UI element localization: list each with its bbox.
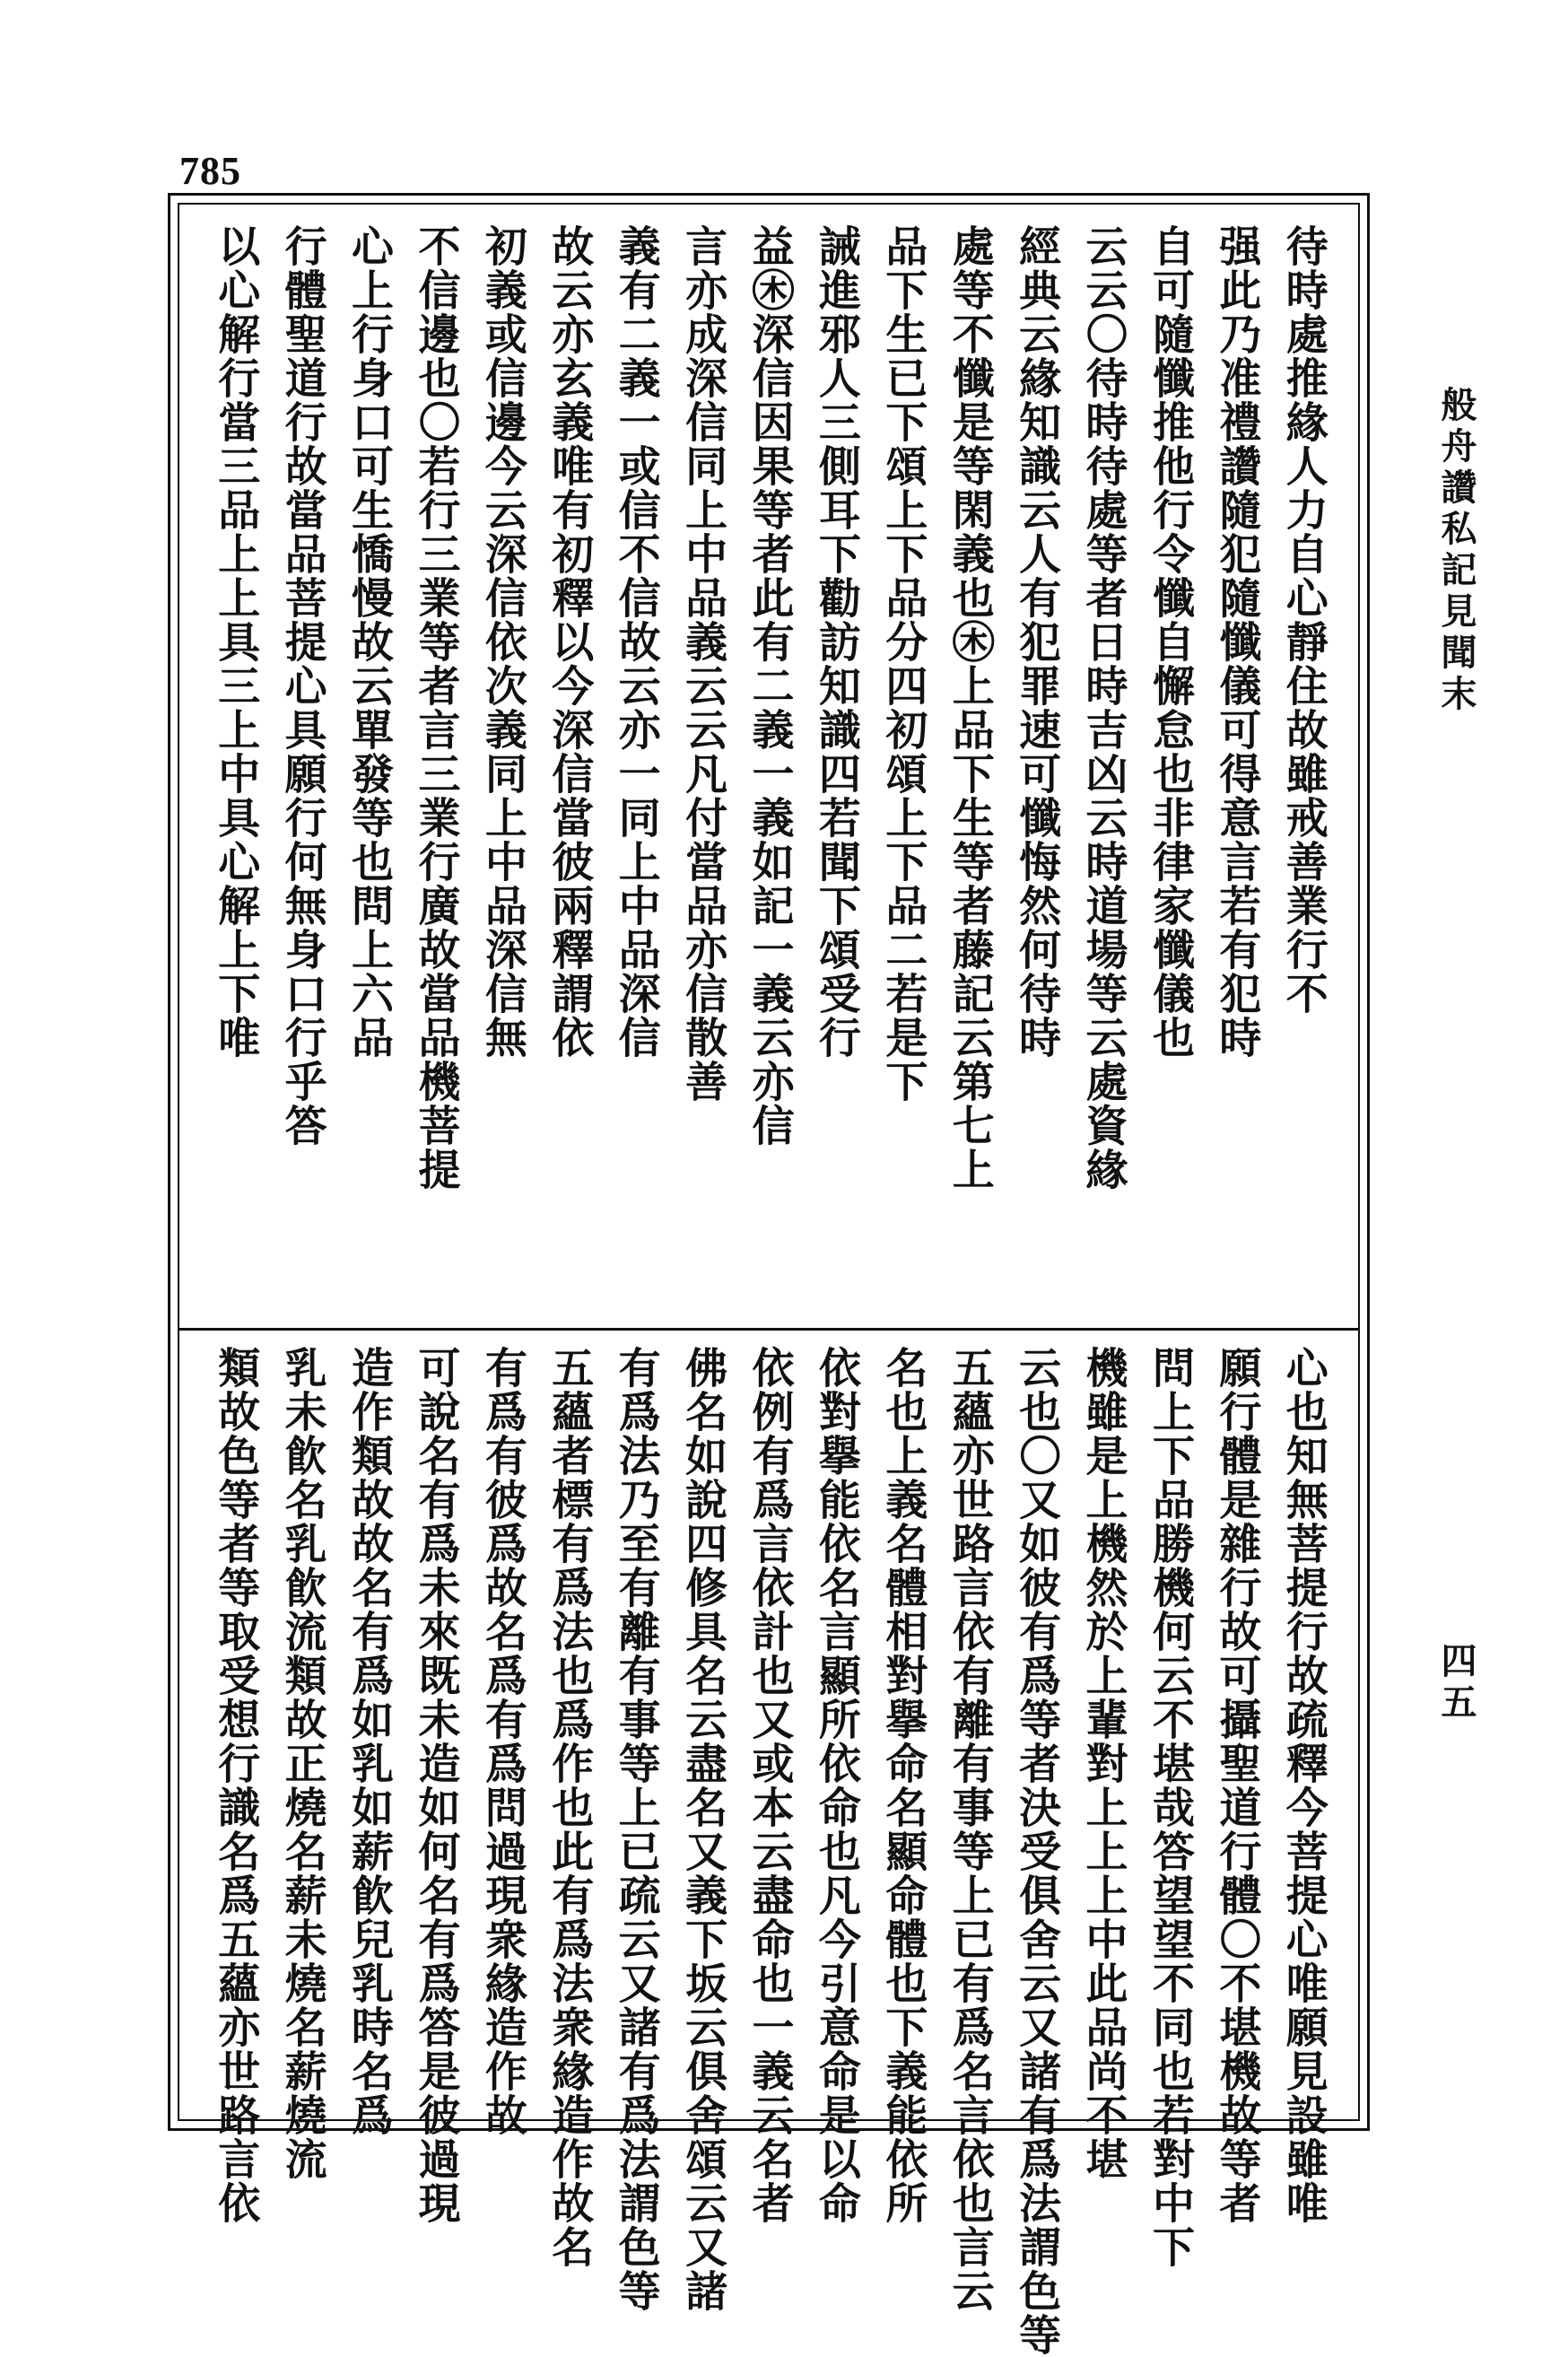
lower-section-column: 可說名有爲未來既未造如何名有爲答是彼過現 bbox=[411, 1346, 461, 2225]
lower-section-column: 機雖是上機然於上輩對上上上中此品尚不堪 bbox=[1078, 1346, 1128, 2181]
lower-section-column: 名也上義名體相對擧命名顯命體也下義能依所 bbox=[878, 1346, 928, 2225]
lower-section-column: 有爲有彼爲故名爲有爲問過現衆緣造作故 bbox=[477, 1346, 527, 2137]
lower-section-column: 類故色等者等取受想行識名爲五蘊亦世路言依 bbox=[211, 1346, 261, 2225]
page-number: 785 bbox=[179, 149, 241, 193]
lower-section-column: 心也知無菩提行故疏釋今菩提心唯願見設雖唯 bbox=[1278, 1346, 1328, 2225]
running-title: 般舟讚私記見聞末 bbox=[1435, 386, 1477, 716]
lower-section-column: 依對擧能依名言顯所依命也凡今引意命是以命 bbox=[811, 1346, 861, 2225]
upper-section-column: 品下生已下頌上下品分四初頌上下品二若是下 bbox=[878, 224, 928, 1104]
lower-section-column: 造作類故故名有爲如乳如薪飮兒乳時名爲 bbox=[344, 1346, 395, 2137]
upper-section-column: 故云亦玄義唯有初釋以今深信當彼兩釋謂依 bbox=[544, 224, 595, 1060]
upper-section-column: 益㊍深信因果等者此有二義一義如記一義云亦信 bbox=[745, 224, 795, 1148]
lower-section-column: 有爲法乃至有離有事等上已疏云又諸有爲法謂色等 bbox=[611, 1346, 661, 2313]
upper-section-column: 不信邊也〇若行三業等者言三業行廣故當品機菩提 bbox=[411, 224, 461, 1192]
lower-section-column: 五蘊者標有爲法也爲作也此有爲法衆緣造作故名 bbox=[544, 1346, 595, 2269]
upper-section-column: 義有二義一或信不信故云亦一同上中品深信 bbox=[611, 224, 661, 1060]
upper-section-column: 强此乃准禮讚隨犯隨懺儀可得意言若有犯時 bbox=[1212, 224, 1262, 1060]
upper-section-column: 心上行身口可生憍慢故云單發等也問上六品 bbox=[344, 224, 395, 1060]
lower-section-column: 乳未飮名乳飮流類故正燒名薪未燒名薪燒流 bbox=[277, 1346, 327, 2181]
folio-number: 四五 bbox=[1435, 1642, 1477, 1724]
lower-section-column: 願行體是雜行故可攝聖道行體〇不堪機故等者 bbox=[1212, 1346, 1262, 2225]
lower-section-column: 問上下品勝機何云不堪哉答望望不同也若對中下 bbox=[1145, 1346, 1195, 2269]
upper-section-column: 處等不懺是等閑義也㊍上品下生等者藤記云第七上 bbox=[945, 224, 995, 1192]
upper-section-column: 以心解行當三品上上具三上中具心解上下唯 bbox=[211, 224, 261, 1060]
upper-section-column: 初義或信邊今云深信依次義同上中品深信無 bbox=[477, 224, 527, 1060]
lower-section-column: 佛名如說四修具名云盡名又義下坂云俱舍頌云又諸 bbox=[678, 1346, 728, 2313]
upper-section-column: 自可隨懺推他行令懺自懈怠也非律家懺儀也 bbox=[1145, 224, 1195, 1060]
upper-section-column: 言亦成深信同上中品義云云凡付當品亦信散善 bbox=[678, 224, 728, 1104]
lower-section-column: 依例有爲言依計也又或本云盡命也一義云名者 bbox=[745, 1346, 795, 2225]
upper-section-column: 誡進邪人三側耳下勸訪知識四若聞下頌受行 bbox=[811, 224, 861, 1060]
upper-section-column: 行體聖道行故當品菩提心具願行何無身口行乎答 bbox=[277, 224, 327, 1148]
upper-section-column: 經典云緣知識云人有犯罪速可懺悔然何待時 bbox=[1012, 224, 1062, 1060]
lower-section-column: 云也〇又如彼有爲等者決受俱舍云又諸有爲法謂色等 bbox=[1012, 1346, 1062, 2357]
section-divider bbox=[178, 1328, 1360, 1331]
upper-section-column: 待時處推緣人力自心靜住故雖戒善業行不 bbox=[1278, 224, 1328, 1016]
upper-section-column: 云云〇待時待處等者日時吉凶云時道場等云處資緣 bbox=[1078, 224, 1128, 1192]
lower-section-column: 五蘊亦世路言依有離有事等上已有爲名言依也言云 bbox=[945, 1346, 995, 2313]
